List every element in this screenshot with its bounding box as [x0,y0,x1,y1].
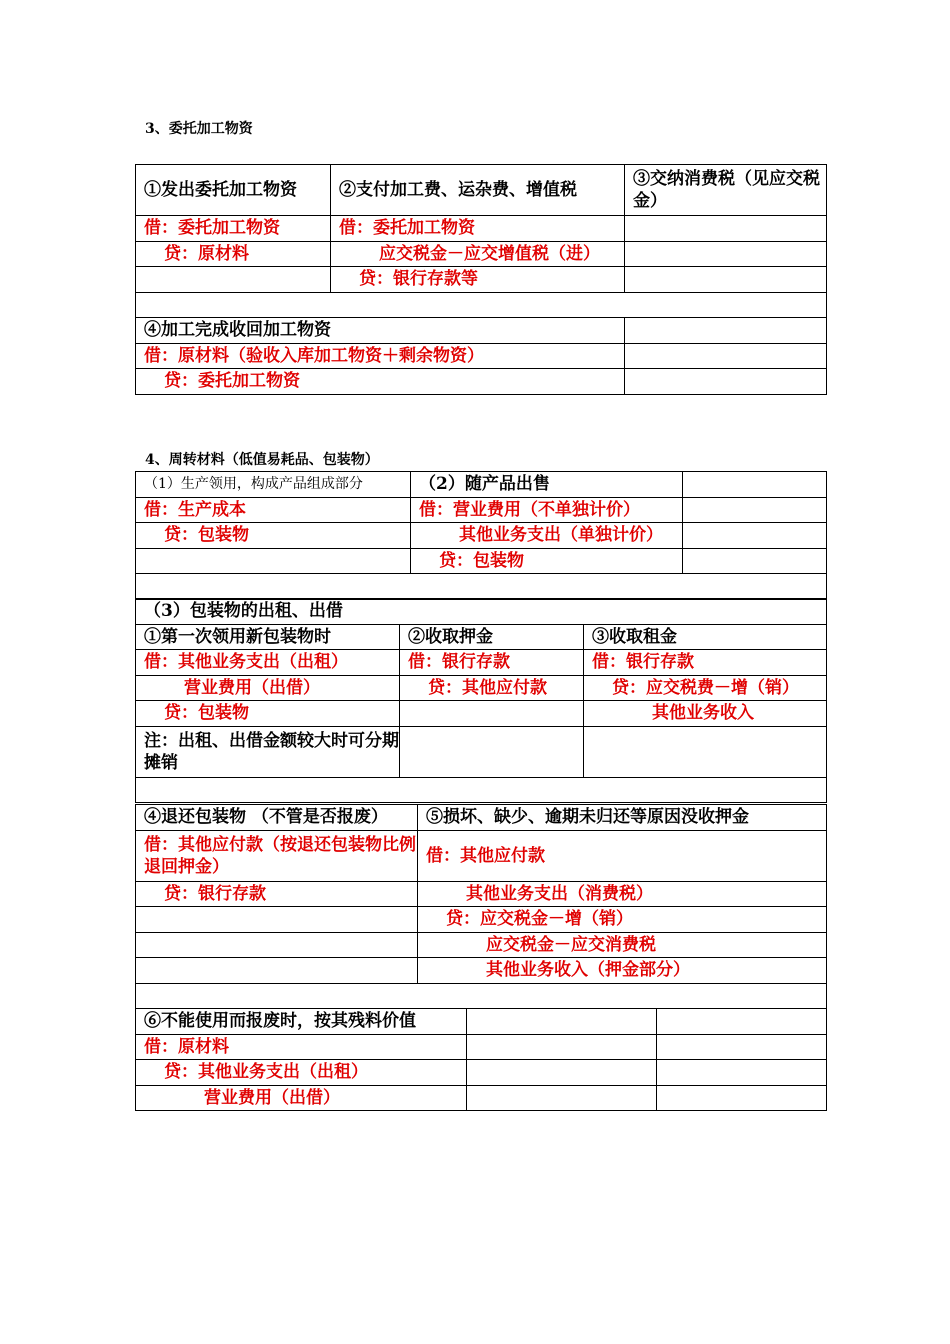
spacer-row [136,292,827,318]
turnover-materials-table-2 [135,598,827,803]
entry-text: 其他业务收入 [584,701,827,727]
step-4-header: ④退还包装物 （不管是否报废） [136,805,418,831]
empty-cell [400,726,584,777]
entry-text: 借：其他应付款 [418,830,827,881]
entry-text: 借：原材料 [136,1034,467,1060]
empty-cell [657,1034,827,1060]
empty-cell [625,216,827,242]
empty-cell [400,701,584,727]
entry-text: 贷：银行存款 [136,881,418,907]
part-3-header: （3）包装物的出租、出借 [136,599,827,625]
entry-text: 贷：包装物 [411,548,683,574]
spacer-row [136,983,827,1009]
step-4-header: ④加工完成收回加工物资 [136,318,625,344]
entry-text: 贷：其他业务支出（出租） [136,1060,467,1086]
part-1-header: （1）生产领用，构成产品组成部分 [136,472,411,498]
part-2-header: （2）随产品出售 [411,472,683,498]
entry-text: 贷：应交税金－增（销） [418,907,827,933]
section-4-heading: 4、周转材料（低值易耗品、包装物） [145,452,379,468]
spacer-row [136,574,827,600]
empty-cell [136,932,418,958]
empty-cell [625,318,827,344]
entry-text: 营业费用（出借） [136,1085,467,1111]
empty-cell [657,1085,827,1111]
turnover-materials-table-3 [135,804,827,1009]
empty-cell [683,523,827,549]
empty-cell [683,472,827,498]
entry-text: 其他业务支出（单独计价） [411,523,683,549]
empty-cell [657,1060,827,1086]
empty-cell [467,1060,657,1086]
step-5-header: ⑤损坏、缺少、逾期未归还等原因没收押金 [418,805,827,831]
turnover-materials-table-1 [135,471,827,600]
entry-text: 借：银行存款 [400,650,584,676]
entry-text: 借：银行存款 [584,650,827,676]
empty-cell [136,548,411,574]
step-1-header: ①第一次领用新包装物时 [136,624,400,650]
entry-text: 借：委托加工物资 [136,216,331,242]
entry-text: 应交税金－应交消费税 [418,932,827,958]
empty-cell [683,548,827,574]
entry-text: 借：委托加工物资 [331,216,625,242]
entry-text: 借：其他业务支出（出租） [136,650,400,676]
entry-text: 贷：委托加工物资 [136,369,625,395]
entry-text: 其他业务支出（消费税） [418,881,827,907]
entry-text: 贷：包装物 [136,701,400,727]
empty-cell [584,726,827,777]
empty-cell [625,267,827,293]
spacer-row [136,777,827,803]
entry-text: 贷：包装物 [136,523,411,549]
turnover-materials-table-4 [135,1008,827,1111]
consigned-processing-table [135,164,827,395]
empty-cell [625,343,827,369]
step-2-header: ②支付加工费、运杂费、增值税 [331,165,625,216]
empty-cell [625,369,827,395]
entry-text: 贷：银行存款等 [331,267,625,293]
entry-text: 借：生产成本 [136,497,411,523]
entry-text: 营业费用（出借） [136,675,400,701]
empty-cell [683,497,827,523]
entry-text: 应交税金－应交增值税（进） [331,241,625,267]
empty-cell [625,241,827,267]
section-3-heading: 3、委托加工物资 [145,121,253,137]
empty-cell [467,1009,657,1035]
entry-text: 借：其他应付款（按退还包装物比例退回押金） [136,830,418,881]
empty-cell [657,1009,827,1035]
step-1-header: ①发出委托加工物资 [136,165,331,216]
entry-text: 借：营业费用（不单独计价） [411,497,683,523]
step-6-header: ⑥不能使用而报废时，按其残料价值 [136,1009,467,1035]
entry-text: 其他业务收入（押金部分） [418,958,827,984]
step-3-header: ③交纳消费税（见应交税金） [625,165,827,216]
entry-text: 借：原材料（验收入库加工物资＋剩余物资） [136,343,625,369]
empty-cell [467,1034,657,1060]
note-text: 注：出租、出借金额较大时可分期摊销 [136,726,400,777]
empty-cell [136,958,418,984]
entry-text: 贷：应交税费－增（销） [584,675,827,701]
empty-cell [136,267,331,293]
empty-cell [467,1085,657,1111]
step-3-header: ③收取租金 [584,624,827,650]
step-2-header: ②收取押金 [400,624,584,650]
entry-text: 贷：原材料 [136,241,331,267]
empty-cell [136,907,418,933]
entry-text: 贷：其他应付款 [400,675,584,701]
